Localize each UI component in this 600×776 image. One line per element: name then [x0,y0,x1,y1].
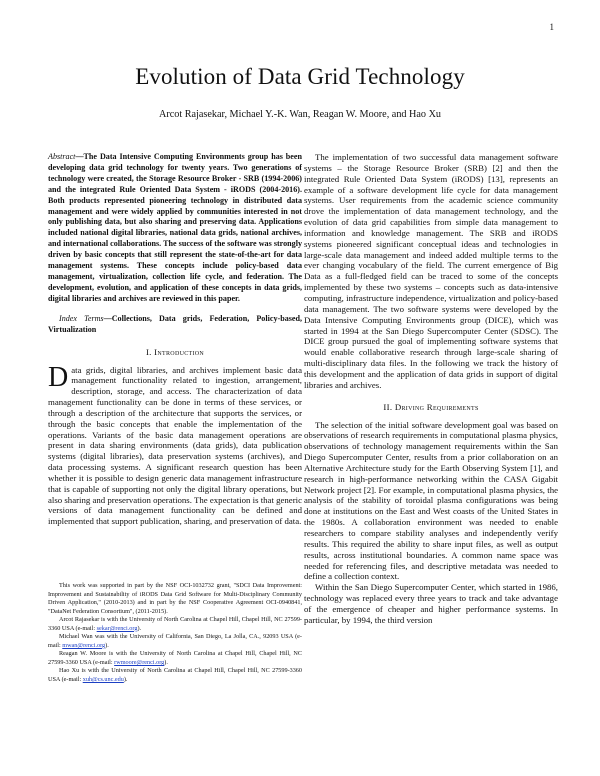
index-terms-lead: Index Terms [59,313,104,323]
introduction-text: ata grids, digital libraries, and archives implement basic data management functionality related to ingestion, arrangement, description, storage, and access. The characterization of data management functionality can be done in terms of these services, or through a description of the architecture that supports the services, or through the basic concepts that enable the implementation of the operations. Variants of the basic data management operations are present in data sharing environments (data grids), data publication systems (digital libraries), data preservation systems (archives), and data processing systems. A significant research question has been whether it is possible to design generic data management infrastructure that is capable of supporting not only the digital library operations, but also sharing and preservation operations. The expectation is that generic versions of data management functionality can be defined and implemented that support publication, sharing, and preservation of data. [48,364,302,527]
right-column [304,152,558,626]
footnote-author-moore: Reagan W. Moore is with the University of North Carolina at Chapel Hill, Chapel Hill, NC 27599-3360 USA (e-mail: rwmoore@renci.org). [48,650,302,666]
footnote-author-rajasekar: Arcot Rajasekar is with the University of North Carolina at Chapel Hill, Chapel Hill, NC 27599-3360 USA (e-mail: sekar@renci.org). [48,616,302,632]
author-list: Arcot Rajasekar, Michael Y.-K. Wan, Reagan W. Moore, and Hao Xu [158,109,442,120]
introduction-paragraph [48,361,302,528]
left-column [48,152,302,527]
footnote-author-wan: Michael Wan was with the University of California, San Diego, La Jolla, CA., 92093 USA (e-mail: mwan@renci.org). [48,633,302,649]
body-paragraph-requirements: The selection of the initial software development goal was based on observations of research requirements in computational plasma physics, observations of technology management requirements within the San Diego Supercomputer Center, results from a prior collaboration on an Alternative Architecture study for the Earth Observing System [1], and research in high-performance networking within the CASA Gigabit Network project [2]. For example, in computational plasma physics, the analysis of the stability of toroidal plasma configurations was being done at institutions on the East and West coasts of the United States in the 1980s. A collaboration environment was needed to enable researchers to compare stability analyses and independently verify results. This required the ability to share input files, as well as output results, across institutional boundaries. A common name space was needed for referencing files, and descriptive metadata was needed to define a collection context. [304,419,558,582]
footnote-author-xu: Hao Xu is with the University of North Carolina at Chapel Hill, Chapel Hill, NC 27599-3360 USA (e-mail: xuh@cs.unc.edu). [48,667,302,684]
abstract-lead: Abstract [48,152,76,161]
body-paragraph-sdsc: Within the San Diego Supercomputer Center, which started in 1986, technology was replaced every three years to track and take advantage of the emergence of cheaper and higher performance systems. In particular, by 1994, the third version [304,582,558,625]
footnotes [48,582,302,685]
abstract [48,152,302,305]
footnote-funding: This work was supported in part by the NSF OCI-1032732 grant, "SDCI Data Improvement: Improvement and Sustainability of iRODS Data Grid Software for Multi-Disciplinary Community Driven Application," (2010-2013) and in part by the NSF Cooperative Agreement OCI-0940841, "DataNet Federation Consortium", (2011-2015). [48,582,302,615]
email-link-moore[interactable]: rwmoore@renci.org [114,658,165,666]
page-number: 1 [549,22,554,32]
index-terms [48,314,302,336]
email-link-wan[interactable]: mwan@renci.org [62,641,106,649]
body-paragraph-overview: The implementation of two successful data management software systems – the Storage Resource Broker (SRB) [2] and then the integrated Rule Oriented Data System (iRODS) [13], represents an example of a software development life cycle for data management systems. User requirements from the academic science community drove the implementation of data management technology, and the evolution of data grid capabilities from simple data management to information and knowledge management. The SRB and iRODS systems pioneered significant conceptual ideas and technologies in large-scale data management and indeed added multiple terms to the ever changing vocabulary of the field. The current emergence of Big Data as a full-fledged field can be traced to some of the concepts implemented by these two systems – concepts such as data-intensive computing, infrastructure independence, virtualization and policy-based data management. The two software systems were developed by the Data Intensive Computing Environments group (DICE), which was started in 1994 at the San Diego Supercomputer Center (SDSC). The DICE group pursued the goal of implementing software systems that would enable collaborative research through large-scale sharing of multi-disciplinary data files. In the following we track the history of this development and the application of data grids in support of digital libraries and archives. [304,152,558,390]
abstract-text: —The Data Intensive Computing Environments group has been developing data grid technology for twenty years. Two generations of technology were created, the Storage Resource Broker - SRB (1994-2006) and the integrated Rule Oriented Data System - iRODS (2004-2016). Both products represented pioneering technology in distributed data management and were widely applied by communities interested in not only publishing data, but also sharing and preserving data. Applications included national digital libraries, national data grids, national archives, and international collaborations. The success of the software was strongly driven by basic concepts that still represent the state-of-the-art for data management systems. These concepts include policy-based data management, virtualization, collection life cycle, and federation. The development, evolution, and application of these concepts in data grids, digital libraries and archives are reviewed in this paper. [48,152,302,303]
paper-title: Evolution of Data Grid Technology [135,64,465,89]
index-terms-text: —Collections, Data grids, Federation, Policy-based, Virtualization [48,313,303,334]
section-heading-driving-requirements: II. Driving Requirements [383,401,479,412]
email-link-rajasekar[interactable]: sekar@renci.org [96,624,138,632]
section-heading-introduction: I. Introduction [145,346,205,357]
email-link-xu[interactable]: xuh@cs.unc.edu [82,676,124,684]
dropcap-letter: D [48,361,69,393]
